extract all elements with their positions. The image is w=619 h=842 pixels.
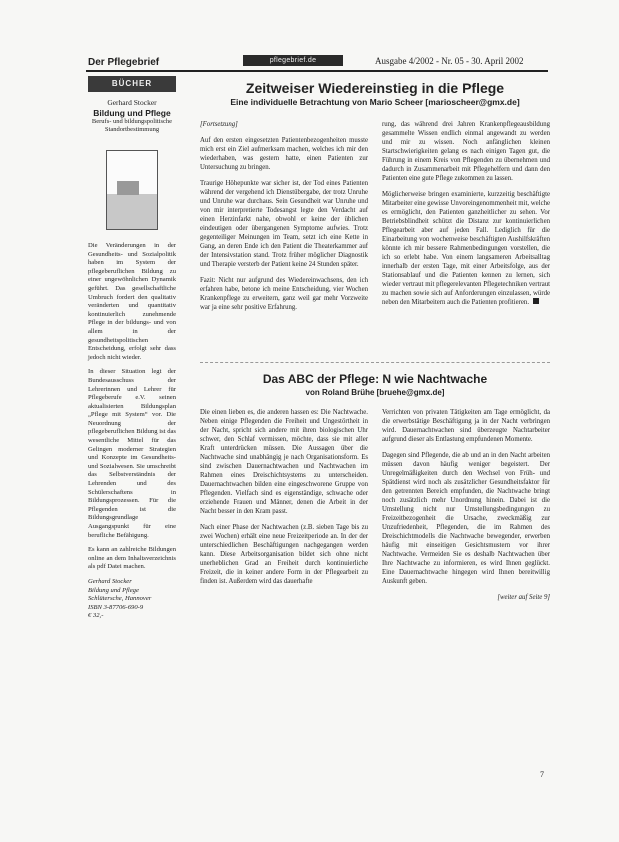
article-column — [200, 120, 368, 319]
article-paragraph: rung, das während drei Jahren Krankenpflegeausbildung gesammelte Wissen endlich einmal angewandt zu werden und mir zu wissen. Noch anfänglichen kleinen Startschwierigkeiten gelang es nach einigen Tagen gut, die Führung in einem Kreis von Pflegenden zu übernehmen und dadurch in Zusammenarbeit mit Pflegehelfern und dann den Patienten eine gute Pflege zukommen zu lassen. — [382, 121, 550, 182]
article-paragraph: Die einen lieben es, die anderen hassen es: Die Nachtwache. Neben einige Pflegenden die Freiheit und Ungestörtheit in der Nacht, spricht sich andere mit ihren biologischen Uhr schwer, den Schlaf vermissen, möchte, dass sie mit aller Kraft unterdrücken müssen. Die Aussagen über die Nachtwache sind unabhängig je nach Organisationsform. Es sind zwischen Dauernachtwachen und Nachtwachen im Rahmen eines Dreischichtsystems zu unterscheiden. Dauernachtwachen bilden eine eingeschworene Gruppe von Pflegenden. Vielfach sind es eigenständige, schwache oder erziehende Frauen und Männer, denen die Arbeit in der Nacht besser in den Kram passt. — [200, 409, 368, 515]
book-author: Gerhard Stocker — [107, 98, 157, 107]
website-logo: pflegebrief.de — [243, 55, 343, 66]
article-byline: von Roland Brühe [bruehe@gmx.de] — [305, 388, 445, 397]
article-column — [382, 120, 550, 314]
reference-line: ISBN 3-87706-690-9 — [88, 603, 144, 611]
article-title: Das ABC der Pflege: N wie Nachtwache — [262, 372, 488, 386]
continuation-note: [weiter auf Seite 9] — [497, 594, 550, 601]
book-reference — [88, 578, 176, 621]
book-review-paragraph: In dieser Situation legt der Bundesausschuss der Lehrerinnen und Lehrer für Pflegeberufe e.V. seinen aktualisierten Bildungsplan „Pflege mit System“ vor. Die Neuordnung der pflegeberuflichen Bildung ist das wesentliche Mittel für das Gelingen moderner Strategien und Konzepte im Gesundheits- und Sozialwesen. Sie umschreibt das Selbstverständnis der Lehrenden und des Schülerschaftens in Bildungsprozessen. Für die Pflegenden ist die Bildungsgrundlage Ausgangspunkt für eine berufliche Befähigung. — [88, 368, 176, 539]
article-paragraph: Fazit: Nicht nur aufgrund des Wiedereinwachsens, den ich erfahren habe, betone ich meine Entscheidung, vier Wochen Krankenpflege zu erweitern, ganz weil gar mehr Vorzweite war ja eine sehr positive Erfahrung. — [200, 277, 368, 311]
section-badge: BÜCHER — [88, 76, 176, 92]
article-byline: Eine individuelle Betrachtung von Mario Scheer [marioscheer@gmx.de] — [230, 97, 520, 107]
article-paragraph: Traurige Höhepunkte war sicher ist, der Tod eines Patienten während der vergehend ich Dienstübergabe, der trotz Unruhe und Unruhe war durchaus. Sein Gesundheit war Unruhe und von mir interpretierte Todesangst legte den Verdacht auf einen Herzinfarkt nahe, obwohl er keine der üblichen eindeutigen oder übergangenen Symptome aufwies. Trotz gegenteiliger Meinungen im Team, setzt ich eine Kette in Gang, an deren Ende ich den Patient die Theaterkammer auf der Intensivstation stand. Trotz früher möglicher Diagnostik und Therapie versterb der Patient keine 24 Stunden später. — [200, 180, 368, 268]
reference-line: Schlütersche, Hannover — [88, 595, 152, 603]
article-paragraph: Dagegen sind Pflegende, die ab und an in den Nacht arbeiten müssen davon häufig weniger begeistert. Der Unregelmäßigkeiten durch den Wechsel von Früh- und Spätdienst wird noch als zusätzlicher Gesundheitsfaktor für den getrennten Bereich empfunden, die Nachtwache bringt noch zusätzlich mehr Unordnung hinein. Dabei ist die Umstellung nicht nur Umstellungsbedingungen zu Freizeitbezogenheit die Ursache, zweckmäßig zur Unzufriedenheit, Pflegenden, die im Rahmen des Dreischichtmodells die Nachtwache bewegender, erwerben häufig mit einseitigen Gesichtsmustern vor ihrer Nachtwache. Vermeiden Sie es deshalb Nachtwachen über Ihre Nachtwache zu informieren, es wird Ihnen geglückt. Eine Dauernachtwache hingegen wird Ihnen bereitwillig Auskunft geben. — [382, 452, 550, 585]
article-paragraph: Auf den ersten eingesetzten Patientenbezogenheiten musste mich erst ein Ziel aufmerksam machen, welches ich mir den wiederhaben, was gestern hatte, einen Patienten zur Untersuchung zu bringen. — [200, 137, 368, 171]
issue-info: Ausgabe 4/2002 - Nr. 05 - 30. April 2002 — [375, 56, 524, 66]
reference-line: Gerhard Stocker — [88, 577, 132, 585]
article-column — [382, 408, 550, 609]
book-review-paragraph: Die Veränderungen in der Gesundheits- und Sozialpolitik haben im System der pflegeberuflichen Bildung zu einer ungewöhnlichen Dynamik geführt. Das gesellschaftliche Umbruch fordert den qualitativ veränderten und quantitativ kontinuierlich zunehmende Pflege in der bildungs- und von allem in der gesundheitspolitischen Entscheidung, erfolgt sehr dass jedoch nicht wieder. — [88, 242, 176, 361]
article-paragraph: Verrichten von privaten Tätigkeiten am Tage ermöglicht, da die erwerbstätige Beschäftigung ja in der Nacht verbringen wird. Dauernachtwachen sind überzeugte Nachtarbeiter aufgrund dieser als Entlastung empfundenen Momente. — [382, 409, 550, 443]
book-subtitle: Berufs- und bildungspolitische Standortbestimmung — [91, 118, 173, 133]
article-paragraph: Möglicherweise bringen examinierte, kurzzeitig beschäftigte Mitarbeiter eine gewisse Unvoreingenommenheit mit, welche es ermöglicht, den Patienten ganzheitlicher zu sehen. Vor Betriebsblindheit schützt die Distanz zur kontinuierlichen Pflegearbeit aber auf jeden Fall. Lediglich für die Einarbeitung von wochenweise beschäftigten Aushilfskräften könnte ich mir bessere Rahmenbedingungen vorstellen, die ich so erlebt habe. Von einem langsameren Arbeitsalltag innerhalb der ersten Tage, mit einer Arbeitsfolge, aus der Stationsablauf und die Patienten kennen zu lernen, sich wieder vertraut mit pflegerelevanten Pflegetechniken vertraut zu machen sowie sich auf Anforderungen einzulassen, würde neben den Mitarbeitern auch die Patienten profitieren. — [382, 191, 550, 306]
end-of-article-mark — [533, 298, 539, 304]
article-column — [200, 408, 368, 593]
continuation-note: [Fortsetzung] — [200, 121, 238, 128]
book-review-column — [88, 76, 176, 621]
article-paragraph: Nach einer Phase der Nachtwachen (z.B. sieben Tage bis zu zwei Wochen) erhält eine neue Freizeitperiode an. In der der unterschiedlichen Beschäftigungen nachgegangen werden kann. Diese Arbeitsorganisation bildet sich ohne nicht unerheblichen Grad an Freiheit durch kontinuierliche Freizeit, die in keiner andere Form in der Pflegearbeit zu finden ist. Außerdem wird das dauerhafte — [200, 524, 368, 585]
book-cover-image — [106, 150, 158, 230]
reference-line: Bildung und Pflege — [88, 586, 139, 594]
newsletter-title: Der Pflegebrief — [88, 57, 160, 68]
header-rule — [86, 70, 548, 72]
article-separator — [200, 362, 550, 363]
book-title: Bildung und Pflege — [93, 108, 171, 118]
book-review-paragraph: Es kann an zahlreiche Bildungen online an dem Inhaltsverzeichnis als pdf Datei machen. — [88, 546, 176, 571]
page-number: 7 — [540, 770, 544, 779]
reference-line: € 32,- — [88, 612, 104, 620]
article-title: Zeitweiser Wiedereinstieg in die Pflege — [245, 80, 505, 96]
